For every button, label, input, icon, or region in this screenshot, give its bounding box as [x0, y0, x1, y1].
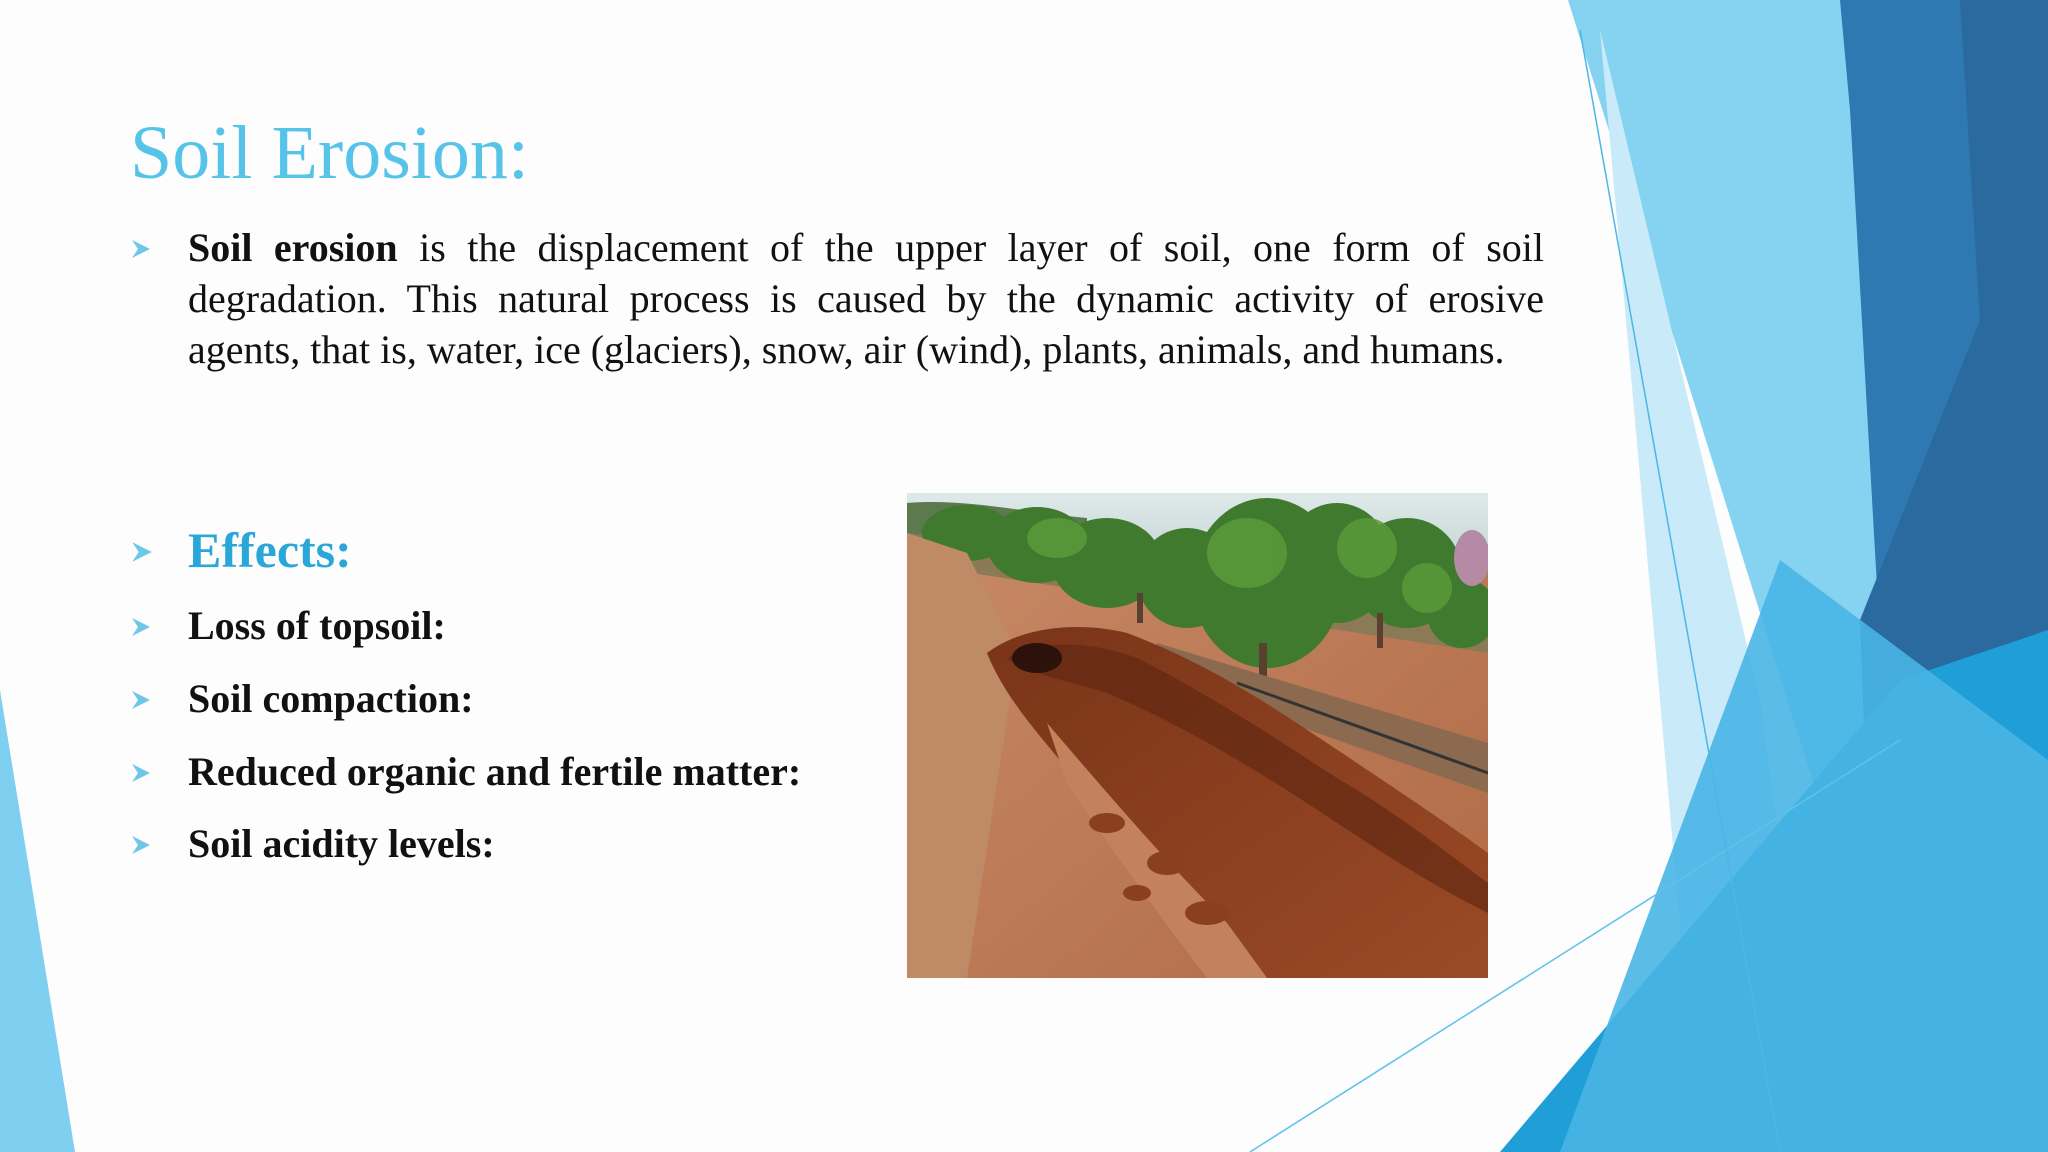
definition-term: Soil erosion [188, 225, 398, 270]
effects-heading: Effects: [188, 522, 352, 578]
effect-item [130, 748, 801, 798]
effect-item-text: Loss of topsoil: [188, 603, 446, 648]
slide-title: Soil Erosion: [130, 111, 530, 195]
effect-item [130, 675, 474, 725]
effects-heading-row [130, 521, 352, 583]
arrow-bullet-icon [130, 675, 188, 725]
effect-item-text: Soil compaction: [188, 676, 474, 721]
arrow-bullet-icon [130, 224, 188, 274]
effect-item [130, 820, 495, 870]
arrow-bullet-icon [130, 521, 188, 583]
effect-item-text: Reduced organic and fertile matter: [188, 749, 802, 794]
definition-text: is the displacement of the upper layer of soil, one form of soil degradation. This natural process is caused by the dynamic activity of erosive agents, that is, water, ice (glaciers), snow, air (wind), plants, animals, and humans. [188, 225, 1544, 372]
definition-paragraph [188, 222, 1544, 375]
arrow-bullet-icon [130, 748, 188, 798]
effect-item-text: Soil acidity levels: [188, 821, 495, 866]
arrow-bullet-icon [130, 820, 188, 870]
soil-erosion-photo [907, 493, 1488, 978]
left-edge-shape [0, 690, 75, 1152]
effect-item [130, 602, 446, 652]
arrow-bullet-icon [130, 602, 188, 652]
definition-bullet [130, 224, 188, 274]
